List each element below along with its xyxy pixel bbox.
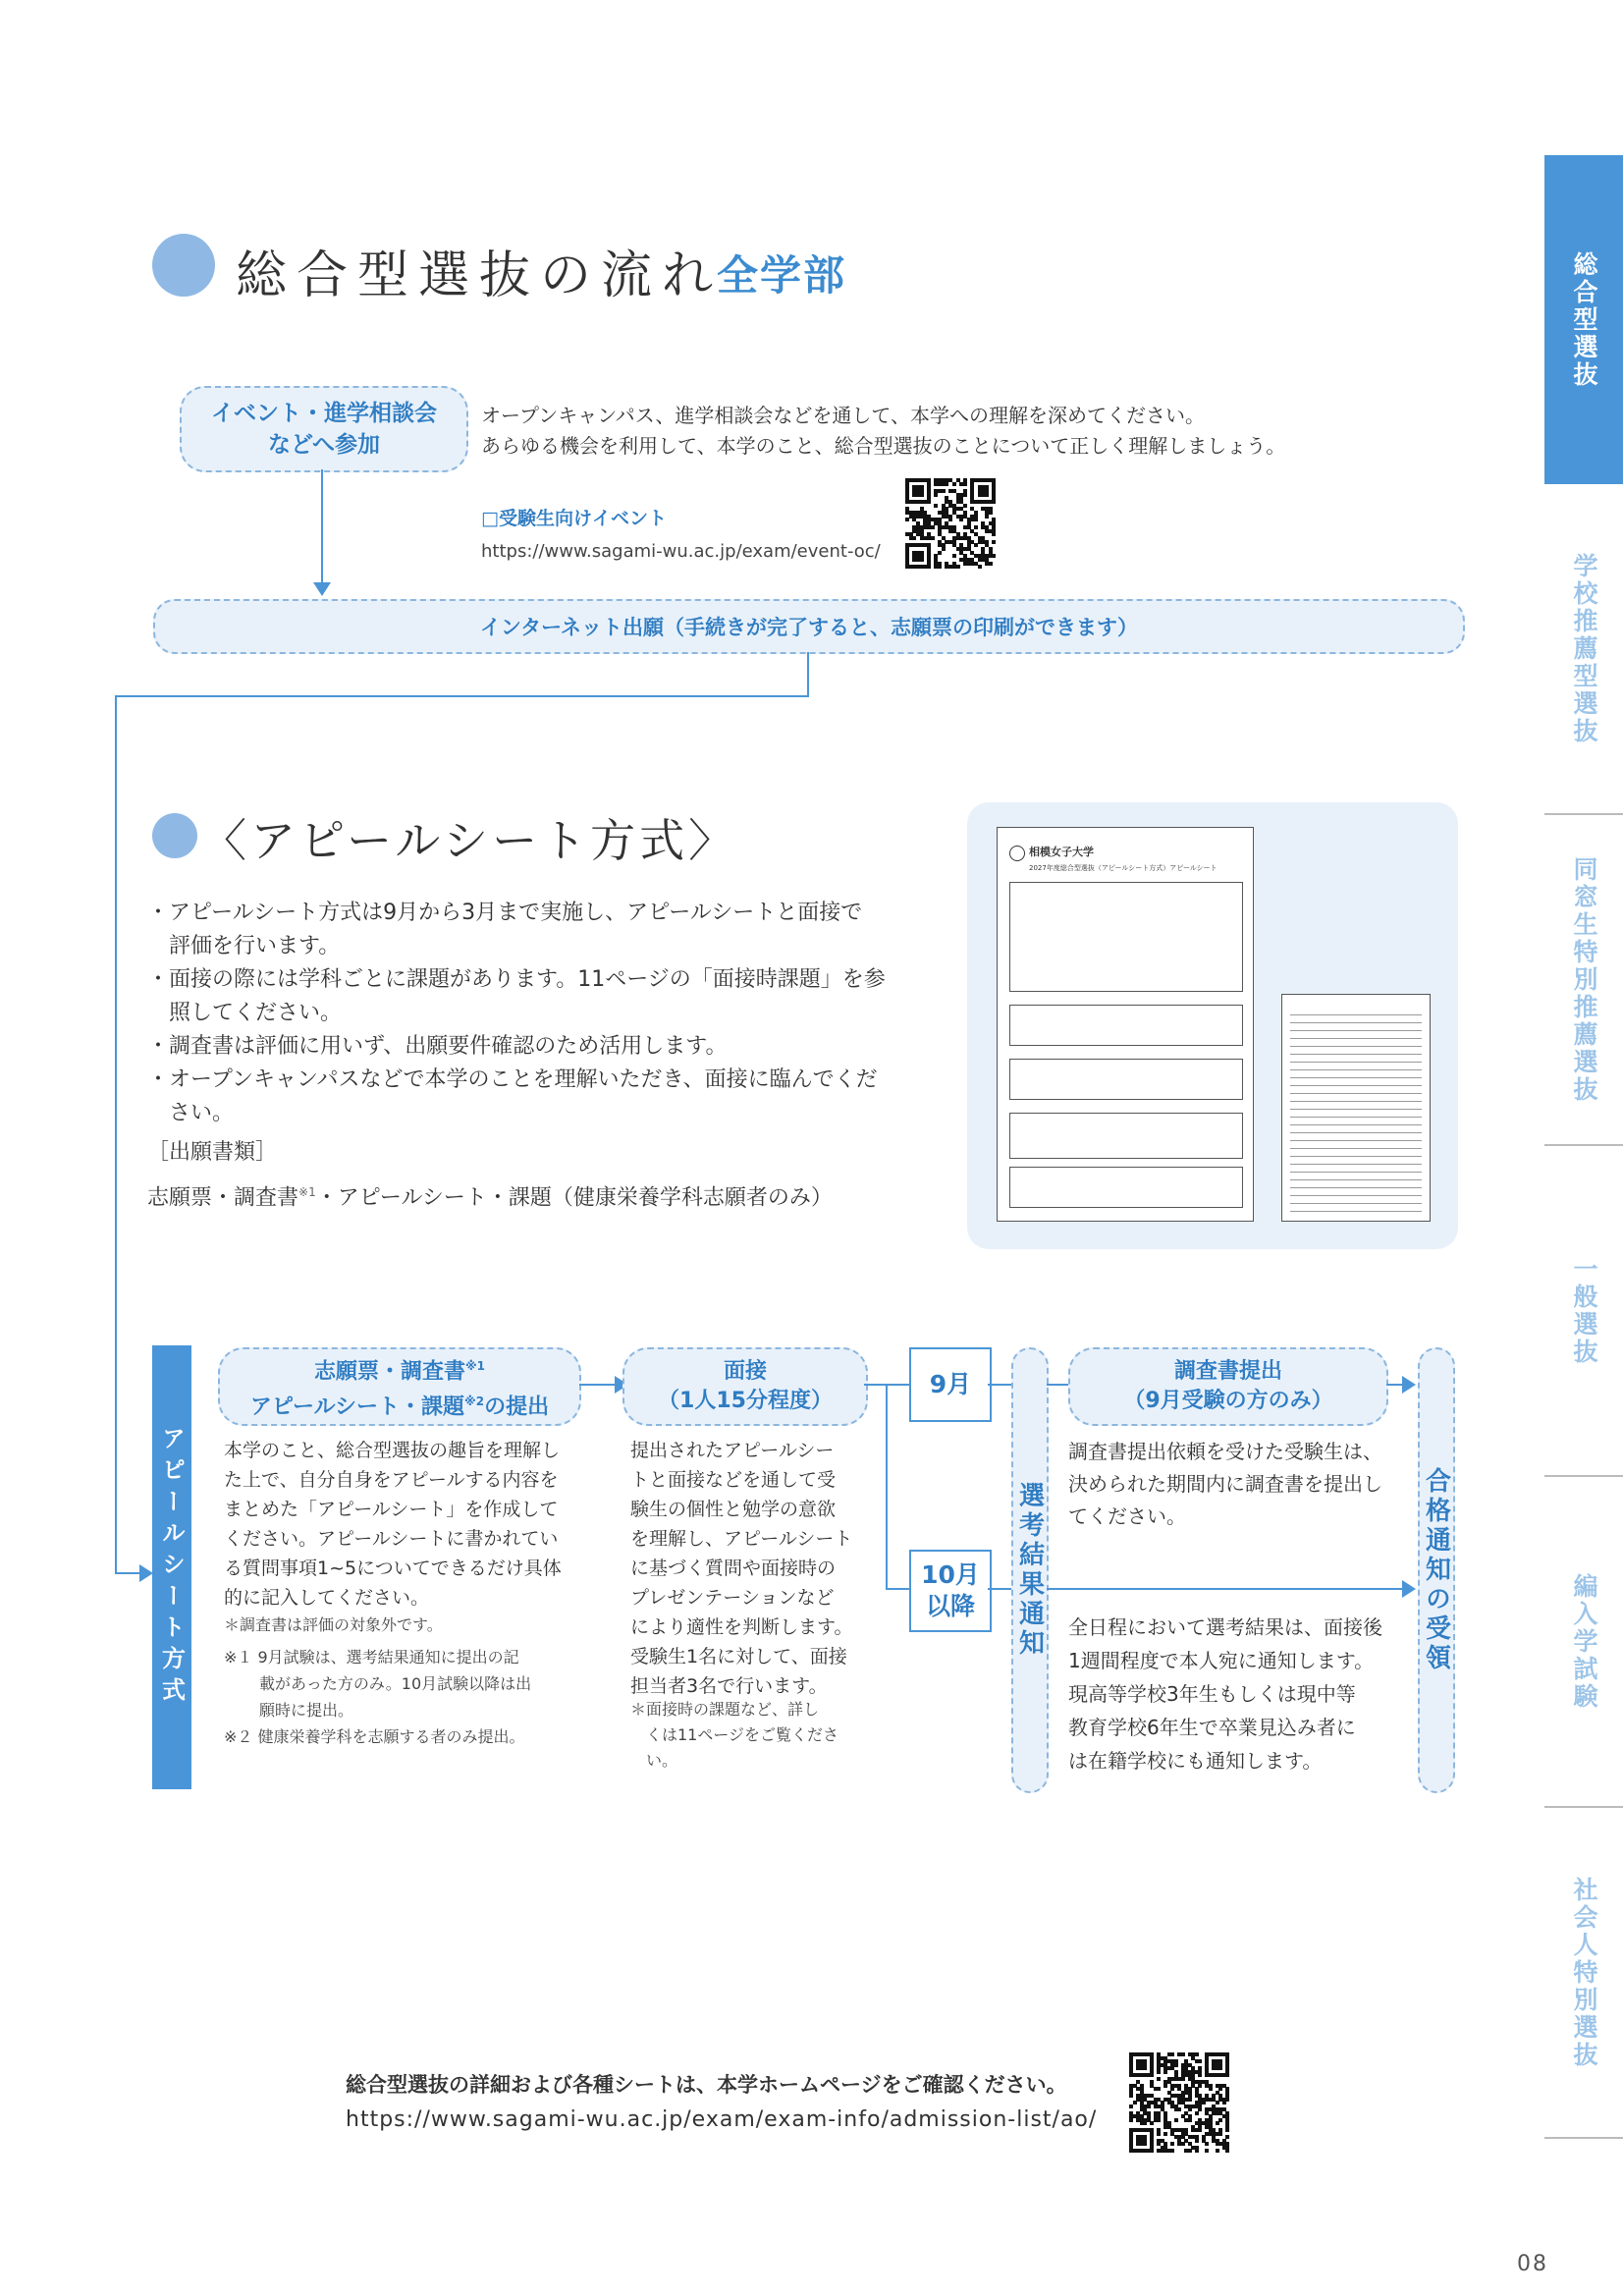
- side-nav: [1544, 155, 1623, 2149]
- sheet-univ: 相模女子大学: [1029, 846, 1094, 858]
- qr-module: [959, 518, 963, 521]
- month-oct-box: [909, 1550, 992, 1632]
- qr-module: [989, 562, 993, 566]
- appeal-title: 〈アピールシート方式〉: [201, 814, 738, 867]
- qr-module: [992, 554, 996, 558]
- report-desc: [1068, 1436, 1402, 1533]
- report-box: [1068, 1347, 1388, 1426]
- page-subtitle: 全学部: [717, 251, 847, 300]
- side-nav-label: 同窓生特別推薦選抜: [1570, 855, 1598, 1104]
- interview-desc-line: により適性を判断します。: [630, 1616, 853, 1638]
- qr-module: [1133, 2101, 1137, 2105]
- interview-desc: [630, 1436, 866, 1701]
- qr-module: [1181, 2142, 1185, 2146]
- month-sep-label: 9月: [929, 1370, 972, 1398]
- sheet-ruled-line: [1290, 1124, 1422, 1125]
- sheet-ruled-line: [1290, 1179, 1422, 1180]
- result-desc-line: は在籍学校にも通知します。: [1068, 1749, 1323, 1773]
- qr-module: [942, 489, 946, 493]
- interview-note-line: ＊面接時の課題など、詳し: [630, 1700, 820, 1719]
- qr-module: [952, 482, 956, 486]
- qr-module: [1202, 2101, 1206, 2105]
- appeal-bullet-circle: [152, 813, 197, 858]
- sheet-ruled-line: [1290, 1117, 1422, 1118]
- month-sep-box: [909, 1347, 992, 1422]
- qr-module: [934, 504, 938, 508]
- interview-desc-line: 験生の個性と勉学の意欲: [630, 1499, 837, 1520]
- month-oct-line2: 以降: [925, 1592, 975, 1620]
- submit-desc-line: まとめた「アピールシート」を作成して: [224, 1499, 559, 1520]
- report-desc-line: 調査書提出依頼を受けた受験生は、: [1068, 1440, 1382, 1463]
- connector-result-arrow: [1402, 1580, 1416, 1598]
- footer-url[interactable]: https://www.sagami-wu.ac.jp/exam/exam-info/admission-list/ao/: [346, 2107, 1098, 2132]
- qr-module: [1218, 2066, 1222, 2070]
- sheet-ruled-line: [1290, 1164, 1422, 1165]
- sheet-table-5: [1009, 1167, 1243, 1208]
- submit-note1a: ※１ 9月試験は、選考結果通知に提出の記: [224, 1648, 519, 1667]
- interview-desc-line: 担当者3名で行います。: [630, 1675, 828, 1697]
- flow-side-label: アピールシート方式: [157, 1426, 186, 1709]
- qr-module: [1177, 2107, 1181, 2111]
- result-desc-line: 教育学校6年生で卒業見込み者に: [1068, 1716, 1356, 1739]
- side-nav-item-ao[interactable]: [1544, 155, 1623, 484]
- qr-module: [992, 532, 996, 536]
- qr-module: [1218, 2087, 1222, 2091]
- submit-desc-line: ください。アピールシートに書かれてい: [224, 1528, 559, 1550]
- appeal-sheet-panel: [967, 802, 1458, 1249]
- qr-module: [1205, 2149, 1209, 2153]
- qr-module: [1225, 2098, 1229, 2102]
- qr-module: [963, 493, 967, 497]
- result-vertical-box: [1011, 1347, 1049, 1793]
- submit-desc-line: た上で、自分自身をアピールする内容を: [224, 1469, 559, 1491]
- qr-module: [1163, 2070, 1167, 2074]
- step-event-label-line2: などへ参加: [267, 432, 381, 458]
- side-nav-label: 学校推薦型選抜: [1570, 552, 1598, 745]
- pass-vertical-box: [1418, 1347, 1455, 1793]
- side-nav-label: 総合型選抜: [1570, 250, 1598, 389]
- sheet-table-2: [1009, 1005, 1243, 1046]
- submit-notes: [224, 1612, 597, 1750]
- connector-interview-vertical: [886, 1384, 888, 1590]
- qr-module: [989, 511, 993, 515]
- qr-module: [1170, 2087, 1174, 2091]
- qr-module: [1157, 2077, 1161, 2081]
- interview-desc-line: 受験生1名に対して、面接: [630, 1646, 847, 1667]
- side-nav-label: 一般選抜: [1570, 1255, 1598, 1366]
- appeal-bullet-line: ・アピールシート方式は9月から3月まで実施し、アピールシートと面接で: [147, 901, 863, 925]
- qr-module: [931, 525, 935, 529]
- qr-module: [956, 565, 960, 569]
- connector-submit-interview: [579, 1384, 619, 1386]
- qr-module: [942, 547, 946, 551]
- qr-module: [1157, 2132, 1161, 2136]
- qr-module: [1129, 2094, 1133, 2098]
- sheet-ruled-line: [1290, 1172, 1422, 1173]
- submit-box-note1: ※1: [465, 1358, 486, 1373]
- submit-desc-line: 本学のこと、総合型選抜の趣旨を理解し: [224, 1440, 561, 1461]
- sheet-ruled-line: [1290, 1014, 1422, 1015]
- qr-module: [920, 493, 924, 497]
- qr-module: [1174, 2118, 1178, 2122]
- sheet-ruled-line: [1290, 1085, 1422, 1086]
- appeal-bullet-line: 照してください。: [147, 1001, 343, 1025]
- docs-note: ※1: [298, 1185, 316, 1199]
- report-line1: 調査書提出: [1173, 1359, 1282, 1384]
- qr-module: [920, 558, 924, 562]
- sheet-table-1: [1009, 882, 1243, 992]
- result-desc-line: 1週間程度で本人宛に通知します。: [1068, 1649, 1375, 1672]
- side-nav-label: 編入学試験: [1570, 1572, 1598, 1711]
- qr-module: [963, 482, 967, 486]
- qr-module: [1143, 2066, 1147, 2070]
- connector-to-oct: [886, 1588, 909, 1590]
- submit-desc-line: 的に記入してください。: [224, 1587, 430, 1609]
- submit-box-line2a: アピールシート・課題: [249, 1394, 465, 1420]
- interview-desc-line: 提出されたアピールシー: [630, 1440, 835, 1461]
- submit-box-note2: ※2: [464, 1394, 485, 1408]
- qr-module: [912, 536, 916, 540]
- side-nav-item-adult[interactable]: [1544, 1808, 1623, 2137]
- qr-module: [974, 525, 978, 529]
- qr-module: [945, 482, 948, 486]
- submit-box-line1: [314, 1351, 485, 1387]
- qr-module: [1195, 2111, 1199, 2115]
- qr-module: [934, 493, 938, 497]
- connector-main-vertical: [115, 695, 117, 1574]
- qr-module: [1218, 2132, 1222, 2136]
- submit-note1b: 載があった方のみ。10月試験以降は出: [259, 1674, 532, 1693]
- connector-main-to-side: [115, 1572, 142, 1574]
- qr-module: [1170, 2052, 1174, 2056]
- connector-internet-left: [115, 695, 809, 697]
- sheet-ruled-line: [1290, 1069, 1422, 1070]
- qr-module: [992, 540, 996, 544]
- sheet-ruled-line: [1290, 1077, 1422, 1078]
- qr-module: [992, 500, 996, 504]
- docs-text: [147, 1175, 833, 1215]
- step-event-label-line1: イベント・進学相談会: [211, 401, 437, 426]
- sheet-ruled-line: [1290, 1187, 1422, 1188]
- qr-module: [905, 518, 909, 521]
- qr-module: [1225, 2149, 1229, 2153]
- qr-module: [1195, 2052, 1199, 2056]
- connector-result-pass: [1047, 1588, 1404, 1590]
- submit-note0: ＊調査書は評価の対象外です。: [224, 1615, 443, 1634]
- qr-module: [1143, 2142, 1147, 2146]
- interview-note-line: い。: [630, 1751, 678, 1770]
- qr-module: [1188, 2107, 1192, 2111]
- side-nav-item-transfer[interactable]: [1544, 1477, 1623, 1806]
- sheet-ruled-line: [1290, 1203, 1422, 1204]
- interview-line2: （1人15分程度）: [658, 1389, 833, 1413]
- qr-module: [1157, 2087, 1161, 2091]
- appeal-sheet-page1: [997, 827, 1254, 1222]
- qr-module: [978, 565, 982, 569]
- interview-note: [630, 1697, 866, 1774]
- connector-report-arrow: [1402, 1376, 1416, 1394]
- sheet-ruled-line: [1290, 1140, 1422, 1141]
- side-nav-label: 社会人特別選抜: [1570, 1876, 1598, 2069]
- side-nav-divider: [1544, 2137, 1623, 2139]
- report-line2: （9月受験の方のみ）: [1123, 1389, 1333, 1413]
- sheet-table-3: [1009, 1059, 1243, 1100]
- footer-note: 総合型選抜の詳細および各種シートは、本学ホームページをご確認ください。: [346, 2073, 1067, 2097]
- qr-module: [1188, 2118, 1192, 2122]
- footer-qr-code: [1129, 2052, 1229, 2153]
- appeal-bullet-line: ・面接の際には学科ごとに課題があります。11ページの「面接時課題」を参: [147, 967, 886, 992]
- qr-module: [1163, 2084, 1167, 2088]
- qr-module: [948, 518, 952, 521]
- qr-module: [1181, 2052, 1185, 2056]
- sheet-ruled-line: [1290, 1109, 1422, 1110]
- connector-oct-result: [988, 1588, 1011, 1590]
- appeal-bullet-line: ・オープンキャンパスなどで本学のことを理解いただき、面接に臨んでくだ: [147, 1067, 878, 1092]
- qr-module: [1195, 2139, 1199, 2143]
- qr-module: [1150, 2149, 1154, 2153]
- report-desc-line: 決められた期間内に調査書を提出し: [1068, 1472, 1382, 1496]
- interview-desc-line: トと面接などを通して受: [630, 1469, 837, 1491]
- qr-module: [1198, 2059, 1202, 2063]
- qr-module: [1198, 2107, 1202, 2111]
- sheet-ruled-line: [1290, 1062, 1422, 1063]
- sheet-ruled-line: [1290, 1211, 1422, 1212]
- connector-main-arrow: [139, 1564, 153, 1582]
- qr-module: [1188, 2149, 1192, 2153]
- qr-module: [1225, 2073, 1229, 2077]
- qr-module: [927, 565, 931, 569]
- qr-module: [1216, 2121, 1219, 2125]
- sheet-ruled-line: [1290, 1195, 1422, 1196]
- step-event-desc-line1: オープンキャンパス、進学相談会などを通して、本学への理解を深めてください。: [481, 404, 1205, 427]
- connector-event-down: [321, 469, 323, 582]
- flow-side-label-bar: [152, 1345, 191, 1789]
- sheet-ruled-line: [1290, 1093, 1422, 1094]
- sheet-ruled-line: [1290, 1132, 1422, 1133]
- side-nav-item-alumni[interactable]: [1544, 815, 1623, 1144]
- qr-module: [1129, 2118, 1133, 2122]
- interview-desc-line: プレゼンテーションなど: [630, 1587, 835, 1609]
- result-desc: [1068, 1611, 1402, 1777]
- qr-module: [1198, 2084, 1202, 2088]
- qr-module: [985, 515, 989, 519]
- sheet-ruled-line: [1290, 1038, 1422, 1039]
- qr-module: [1198, 2128, 1202, 2132]
- page-number: 08: [1517, 2252, 1548, 2276]
- interview-desc-line: に基づく質問や面接時の: [630, 1558, 837, 1579]
- submit-box-line2: [250, 1387, 549, 1422]
- step-event-box: [180, 386, 468, 472]
- event-link-label: □受験生向けイベント: [481, 508, 667, 529]
- qr-module: [963, 504, 967, 508]
- sheet-ruled-line: [1290, 1046, 1422, 1047]
- appeal-bullet-line: さい。: [147, 1101, 235, 1125]
- submit-box-line2b: の提出: [484, 1394, 550, 1420]
- sheet-ruled-line: [1290, 1030, 1422, 1031]
- qr-module: [1170, 2142, 1174, 2146]
- event-qr-code: [905, 478, 996, 569]
- submit-box: [218, 1347, 581, 1426]
- qr-module: [1225, 2135, 1229, 2139]
- qr-module: [1150, 2121, 1154, 2125]
- step-internet-label: インターネット出願（手続きが完了すると、志願票の印刷ができます）: [479, 616, 1139, 639]
- connector-result-report: [1047, 1384, 1068, 1386]
- interview-box: [622, 1347, 868, 1426]
- qr-module: [1209, 2087, 1213, 2091]
- qr-module: [1157, 2118, 1161, 2122]
- appeal-bullets: [147, 897, 933, 1130]
- qr-module: [1129, 2105, 1133, 2108]
- title-bullet-circle: [152, 234, 215, 297]
- result-desc-line: 全日程において選考結果は、面接後: [1068, 1615, 1382, 1639]
- sheet-title: 2027年度総合型選抜（アピールシート方式）アピールシート: [1029, 864, 1217, 872]
- qr-module: [1170, 2149, 1174, 2153]
- qr-module: [974, 518, 978, 521]
- qr-module: [1205, 2142, 1209, 2146]
- sheet-ruled-line: [1290, 1101, 1422, 1102]
- qr-module: [1163, 2132, 1167, 2136]
- qr-module: [1143, 2121, 1147, 2125]
- submit-desc: [224, 1436, 587, 1613]
- result-desc-line: 現高等学校3年生もしくは現中等: [1068, 1682, 1356, 1706]
- qr-module: [952, 554, 956, 558]
- sheet-logo-icon: [1009, 846, 1025, 861]
- submit-note2: ※２ 健康栄養学科を志願する者のみ提出。: [224, 1727, 525, 1746]
- connector-event-arrow: [313, 582, 331, 596]
- qr-module: [931, 536, 935, 540]
- qr-module: [1174, 2063, 1178, 2067]
- interview-line1: 面接: [723, 1359, 767, 1384]
- sheet-ruled-line: [1290, 1022, 1422, 1023]
- docs-text-a: 志願票・調査書: [147, 1185, 299, 1211]
- appeal-bullet-line: ・調査書は評価に用いず、出願要件確認のため活用します。: [147, 1034, 728, 1059]
- result-vertical-label: 選考結果通知: [1014, 1482, 1045, 1659]
- connector-sep-result: [988, 1384, 1011, 1386]
- page-title: 総合型選抜の流れ: [236, 246, 724, 305]
- qr-module: [1181, 2077, 1185, 2081]
- appeal-sheet-page2: [1281, 994, 1431, 1222]
- sheet-ruled-line: [1290, 1054, 1422, 1055]
- month-oct-line1: 10月: [921, 1560, 980, 1589]
- submit-box-line1-text: 志願票・調査書: [313, 1359, 465, 1384]
- connector-internet-down: [807, 652, 809, 697]
- step-internet-box: [153, 599, 1465, 654]
- qr-module: [985, 493, 989, 497]
- qr-module: [1150, 2073, 1154, 2077]
- side-nav-item-school-recommend[interactable]: [1544, 484, 1623, 813]
- qr-module: [1147, 2105, 1151, 2108]
- qr-module: [938, 565, 942, 569]
- qr-module: [1157, 2070, 1161, 2074]
- qr-module: [1188, 2098, 1192, 2102]
- qr-module: [1218, 2118, 1222, 2122]
- pass-vertical-label: 合格通知の受領: [1421, 1467, 1451, 1673]
- qr-module: [1195, 2149, 1199, 2153]
- submit-note1c: 願時に提出。: [259, 1701, 354, 1720]
- qr-module: [927, 500, 931, 504]
- side-nav-item-general[interactable]: [1544, 1146, 1623, 1475]
- sheet-ruled-line: [1290, 1148, 1422, 1149]
- step-event-desc-line2: あらゆる機会を利用して、本学のこと、総合型選抜のことについて正しく理解しましょう。: [481, 434, 1286, 458]
- qr-module: [1225, 2128, 1229, 2132]
- docs-text-b: ・アピールシート・課題（健康栄養学科志願者のみ）: [315, 1185, 833, 1211]
- appeal-bullet-line: 評価を行います。: [147, 934, 341, 958]
- qr-module: [938, 551, 942, 555]
- qr-module: [1216, 2149, 1219, 2153]
- event-link-url[interactable]: https://www.sagami-wu.ac.jp/exam/event-oc/: [481, 541, 881, 562]
- sheet-ruled-line: [1290, 1156, 1422, 1157]
- docs-heading: ［出願書類］: [147, 1140, 278, 1165]
- interview-desc-line: を理解し、アピールシート: [630, 1528, 853, 1550]
- qr-module: [1222, 2101, 1226, 2105]
- submit-desc-line: る質問事項1~5についてできるだけ具体: [224, 1558, 562, 1579]
- qr-module: [1216, 2101, 1219, 2105]
- qr-module: [974, 543, 978, 547]
- report-desc-line: てください。: [1068, 1504, 1186, 1528]
- interview-note-line: くは11ページをご覧くださ: [630, 1725, 839, 1744]
- sheet-table-4: [1009, 1113, 1243, 1159]
- qr-module: [1198, 2073, 1202, 2077]
